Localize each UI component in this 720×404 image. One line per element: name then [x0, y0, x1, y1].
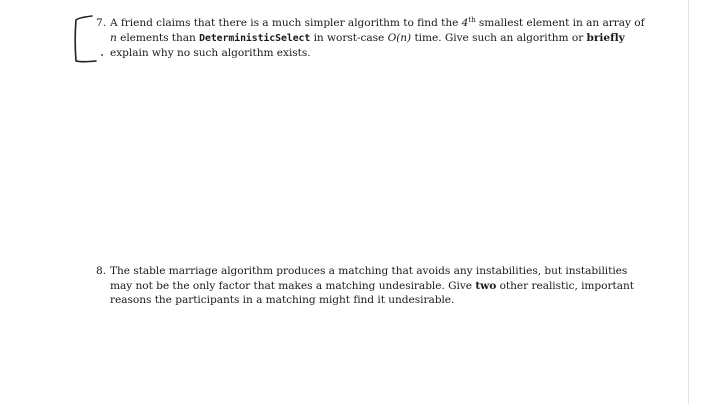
question-text: may not be the only factor that makes a matching undesirable. Give — [110, 279, 476, 292]
question-text: reasons the participants in a matching might find it undesirable. — [110, 294, 455, 306]
question-7 — [96, 16, 645, 61]
question-number: 8. — [96, 265, 107, 277]
question-8-line-3 — [96, 293, 616, 308]
question-8-line-1 — [96, 264, 628, 279]
page-edge-divider — [688, 0, 689, 404]
question-text: smallest element in an array of — [475, 17, 645, 29]
question-8 — [96, 264, 634, 308]
question-8-line-2 — [96, 279, 634, 294]
superscript: th — [468, 16, 476, 24]
question-7-line-3 — [96, 46, 616, 61]
math-term: O(n) — [387, 31, 412, 44]
question-text: elements than — [116, 31, 200, 44]
question-number: 7. — [96, 17, 107, 29]
code-term: DeterministicSelect — [199, 32, 311, 44]
emphasis-term: two — [475, 279, 497, 292]
question-text: other realistic, important — [496, 279, 634, 292]
question-text: The stable marriage algorithm produces a matching that avoids any instabilities, but instabilities — [110, 265, 628, 277]
question-text: time. Give such an algorithm or — [411, 31, 587, 44]
question-text: in worst-case — [310, 31, 388, 44]
math-term: n — [110, 31, 117, 44]
question-text: A friend claims that there is a much simpler algorithm to find the — [110, 17, 462, 29]
math-term: 4 — [461, 17, 469, 29]
question-text: explain why no such algorithm exists. — [110, 47, 311, 59]
question-7-line-1 — [96, 16, 645, 31]
emphasis-term: briefly — [586, 31, 625, 44]
question-7-line-2 — [96, 31, 625, 47]
